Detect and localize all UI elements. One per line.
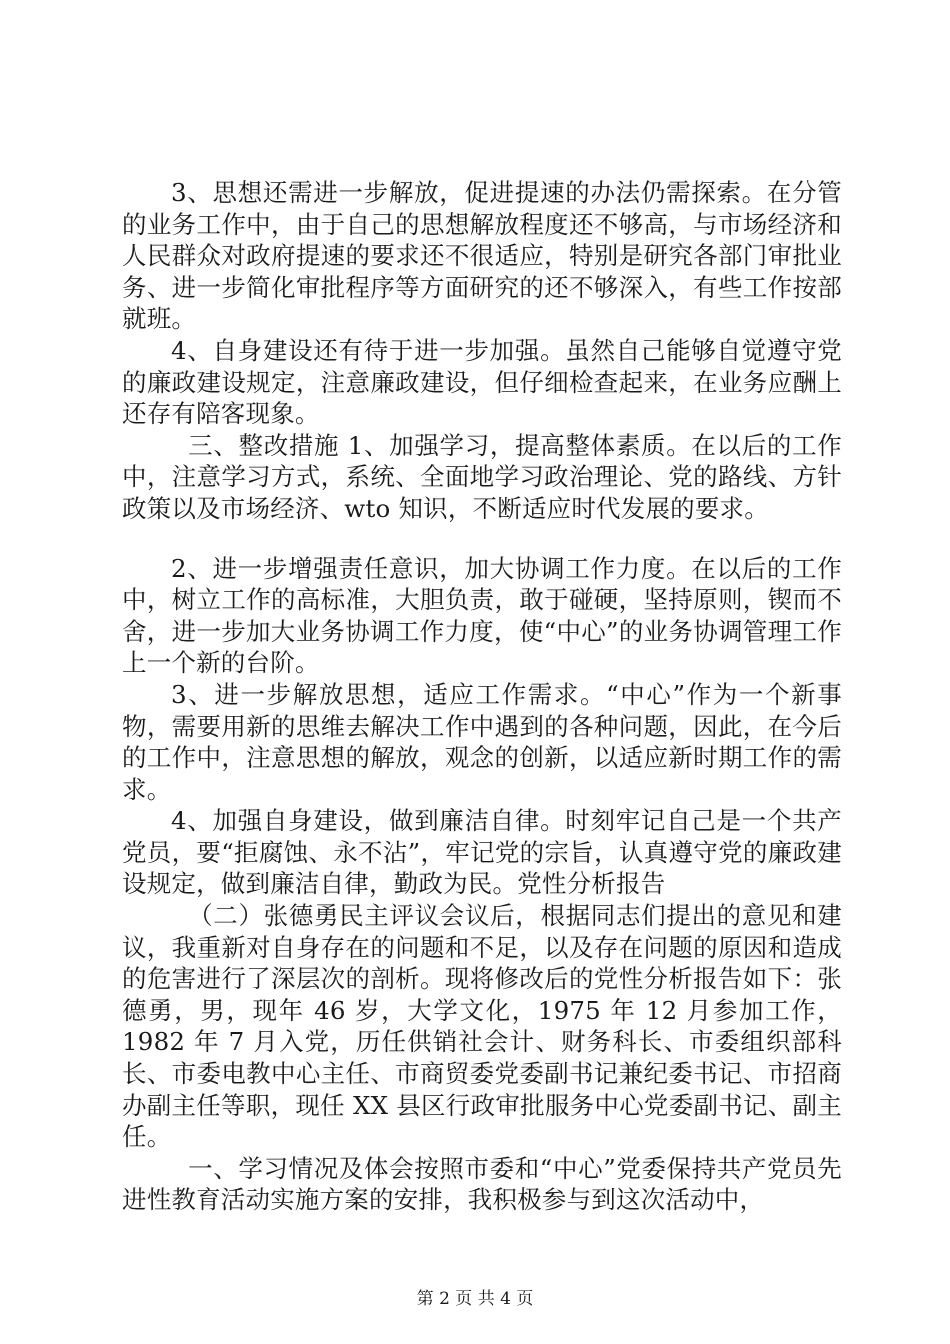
paragraph-responsibility: 2、进一步增强责任意识，加大协调工作力度。在以后的工作中，树立工作的高标准，大胆负责，敢于碰硬，坚持原则，锲而不舍，进一步加大业务协调工作力度，使“中心”的业务协调管理工作上一个新的台阶。 xyxy=(122,553,842,678)
paragraph-further-liberation: 3、进一步解放思想，适应工作需求。“中心”作为一个新事物，需要用新的思维去解决工作中遇到的各种问题，因此，在今后的工作中，注意思想的解放，观念的创新，以适应新时期工作的需求。 xyxy=(122,679,842,804)
paragraph-thinking-liberation: 3、思想还需进一步解放，促进提速的办法仍需探索。在分管的业务工作中，由于自己的思想解放程度还不够高，与市场经济和人民群众对政府提速的要求还不很适应，特别是研究各部门审批业务、进一步简化审批程序等方面研究的还不够深入，有些工作按部就班。 xyxy=(122,178,842,334)
page-number-footer: 第 2 页 共 4 页 xyxy=(416,1289,534,1309)
paragraph-study-experience: 一、学习情况及体会按照市委和“中心”党委保持共产党员先进性教育活动实施方案的安排，我积极参与到这次活动中， xyxy=(122,1153,842,1215)
document-body xyxy=(122,177,842,1216)
paragraph-rectification-measures: 三、整改措施 1、加强学习，提高整体素质。在以后的工作中，注意学习方式，系统、全面地学习政治理论、党的路线、方针政策以及市场经济、wto 知识，不断适应时代发展的要求。 xyxy=(122,430,842,523)
paragraph-review-meeting: （二）张德勇民主评议会议后，根据同志们提出的意见和建议，我重新对自身存在的问题和不足，以及存在问题的原因和造成的危害进行了深层次的剖析。现将修改后的党性分析报告如下：张德勇，男，现年 46 岁，大学文化，1975 年 12 月参加工作，1982 年 7 月入党，历任供销社会计、财务科长、市委组织部科长、市委电教中心主任、市商贸委党委副书记兼纪委书记、市招商办副主任等职，现任 XX 县区行政审批服务中心党委副书记、副主任。 xyxy=(122,901,842,1152)
paragraph-integrity: 4、加强自身建设，做到廉洁自律。时刻牢记自己是一个共产党员，要“拒腐蚀、永不沾”，牢记党的宗旨，认真遵守党的廉政建设规定，做到廉洁自律，勤政为民。党性分析报告 xyxy=(122,806,842,899)
paragraph-self-construction: 4、自身建设还有待于进一步加强。虽然自己能够自觉遵守党的廉政建设规定，注意廉政建设，但仔细检查起来，在业务应酬上还存有陪客现象。 xyxy=(122,335,842,429)
